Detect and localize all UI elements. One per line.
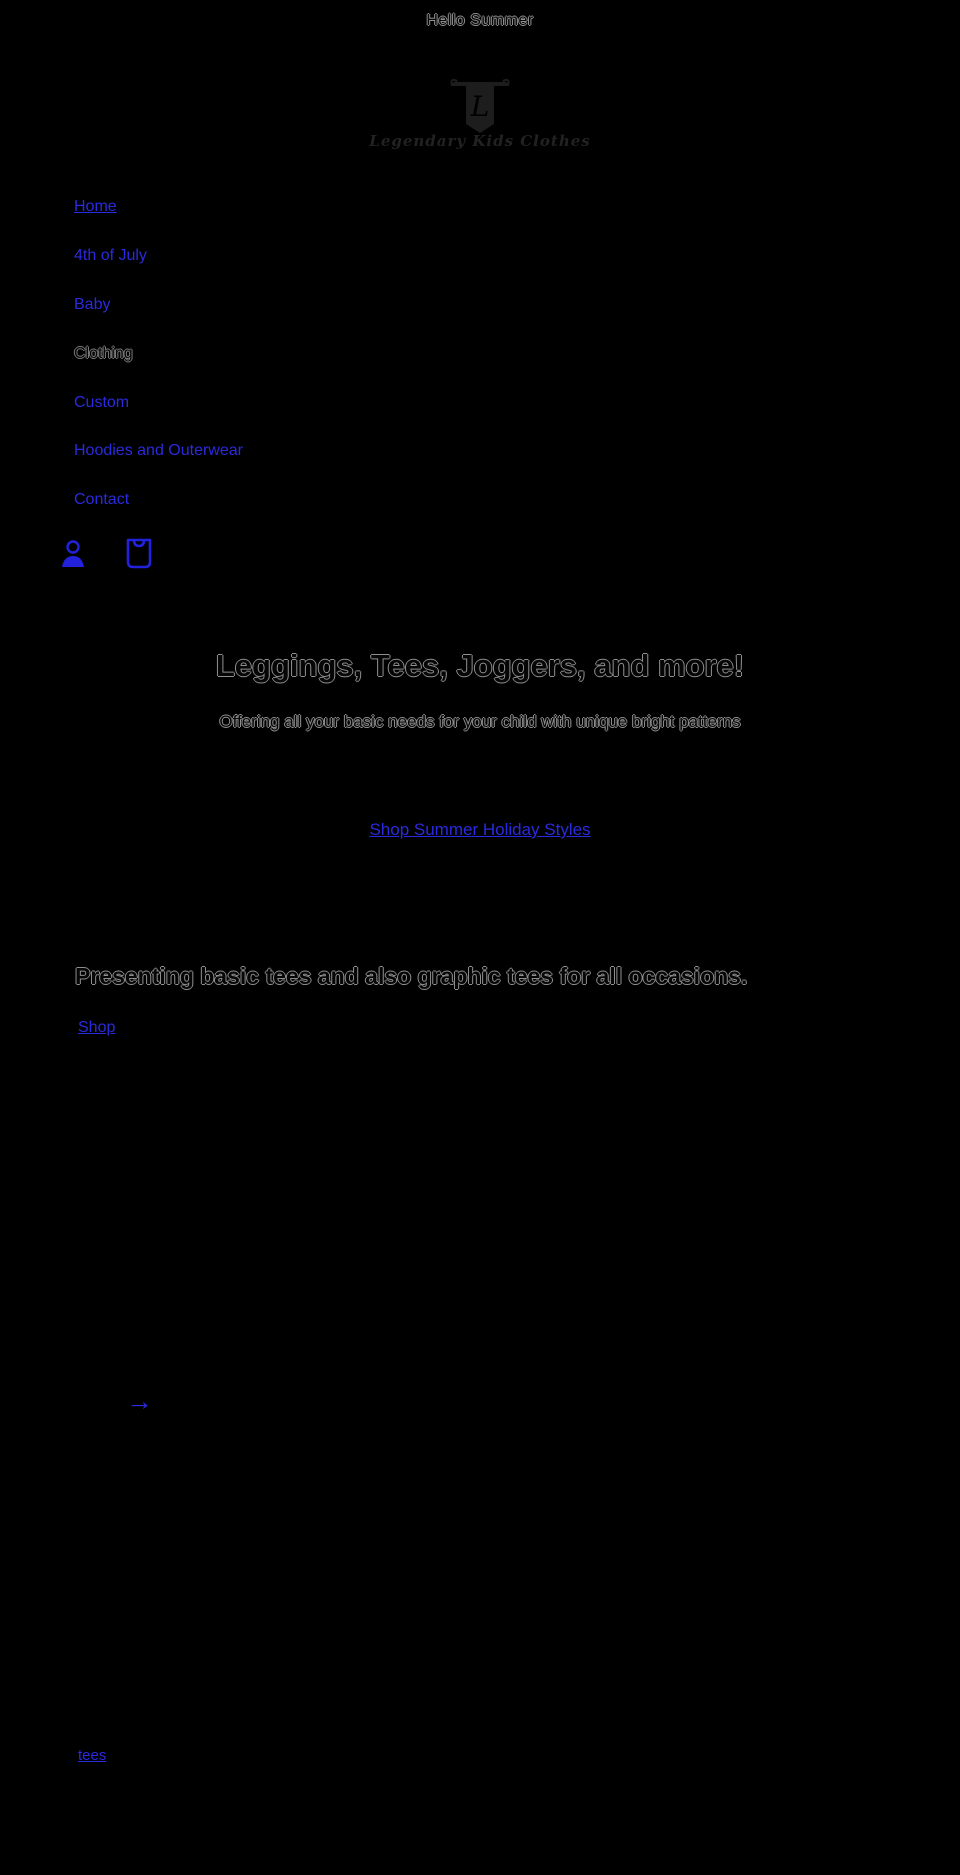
- svg-text:L: L: [470, 90, 490, 123]
- shop-link[interactable]: Shop: [78, 1019, 116, 1036]
- nav-item-custom[interactable]: Custom: [74, 394, 130, 411]
- nav-item-contact[interactable]: Contact: [74, 491, 130, 508]
- nav-item-4th-of-july[interactable]: 4th of July: [74, 247, 147, 264]
- tees-section-heading: Presenting basic tees and also graphic tees for all occasions.: [75, 963, 748, 989]
- brand-name[interactable]: Legendary Kids Clothes: [369, 132, 591, 150]
- shop-summer-holiday-styles-link[interactable]: Shop Summer Holiday Styles: [369, 820, 591, 839]
- account-button[interactable]: [59, 538, 87, 570]
- store-logo[interactable]: [440, 72, 520, 136]
- pennant-banner-icon: [440, 72, 520, 136]
- cart-button[interactable]: [124, 536, 154, 570]
- hero-subtitle: Offering all your basic needs for your child with unique bright patterns: [219, 712, 741, 731]
- nav-item-home[interactable]: Home: [74, 198, 117, 215]
- hero-cta-wrap: [0, 820, 960, 840]
- next-slide-arrow-icon[interactable]: →: [126, 1386, 153, 1416]
- nav-item-clothing-current[interactable]: Clothing: [74, 345, 133, 362]
- tees-collection-link[interactable]: tees: [78, 1747, 107, 1764]
- shopping-bag-icon: [124, 536, 154, 570]
- nav-item-hoodies-and-outerwear[interactable]: Hoodies and Outerwear: [74, 442, 243, 459]
- person-icon: [59, 538, 87, 570]
- nav-item-baby[interactable]: Baby: [74, 296, 111, 313]
- hero-title: Leggings, Tees, Joggers, and more!: [215, 648, 745, 683]
- announcement-bar-text: Hello Summer: [426, 12, 534, 29]
